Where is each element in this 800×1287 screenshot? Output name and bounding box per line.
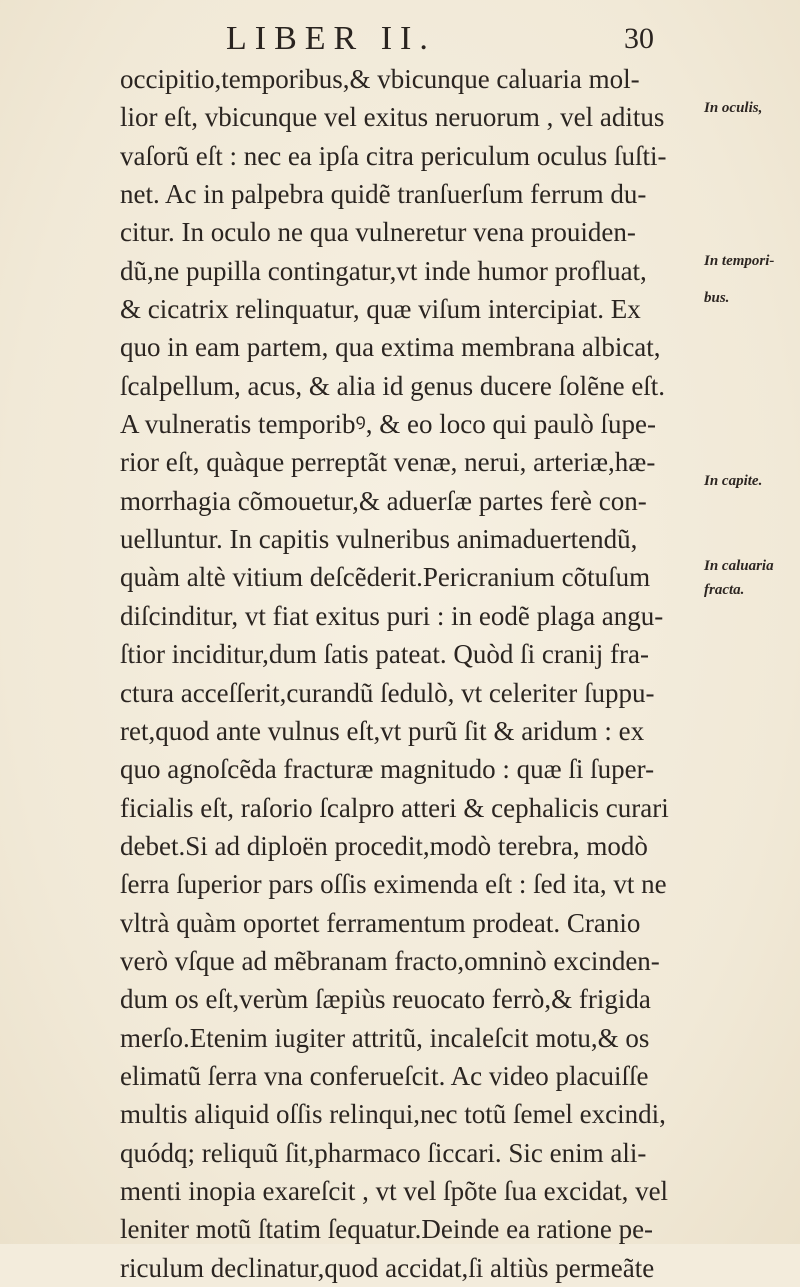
text-line: verò vſque ad mẽbranam fracto,omninò excinden- xyxy=(120,945,660,976)
text-line: occipitio,temporibus,& vbicunque caluaria mol- xyxy=(120,64,640,94)
text-line: rior eſt, quàque perreptãt venæ, nerui, arteriæ,hæ- xyxy=(120,447,656,478)
text-line: & cicatrix relinquatur, quæ viſum intercipiat. Ex xyxy=(120,294,641,325)
text-line: quàm altè vitium deſcẽderit.Pericranium cõtuſum xyxy=(120,562,651,593)
text-line: ſtior inciditur,dum ſatis pateat. Quòd ſi cranij fra- xyxy=(120,639,650,670)
text-line: ſerra ſuperior pars oſſis eximenda eſt : ſed ita, vt ne xyxy=(120,869,667,900)
margin-note-oculis: In oculis, xyxy=(704,100,763,116)
text-line: debet.Si ad diploën procedit,modò terebra, modò xyxy=(120,830,648,861)
text-line: elimatũ ſerra vna conferueſcit. Ac video placuiſſe xyxy=(120,1060,649,1091)
text-line: vaſorũ eſt : nec ea ipſa citra periculum oculus ſuſti- xyxy=(120,140,667,171)
text-line: dum os eſt,verùm ſæpiùs reuocato ferrò,& frigida xyxy=(120,984,651,1015)
text-line: dũ,ne pupilla contingatur,vt inde humor profluat, xyxy=(120,255,647,286)
margin-note-capite: In capite. xyxy=(704,473,763,489)
text-line: menti inopia exareſcit , vt vel ſpõte ſua excidat, vel xyxy=(120,1175,669,1206)
page-number: 30 xyxy=(624,22,654,55)
text-line: ctura acceſſerit,curandũ ſedulò, vt celeriter ſuppu- xyxy=(120,677,655,708)
text-line: quo agnoſcẽda fracturæ magnitudo : quæ ſi ſuper- xyxy=(120,754,655,785)
running-header: LIBER II. xyxy=(226,20,436,57)
text-line: uelluntur. In capitis vulneribus animaduertendũ, xyxy=(120,524,638,555)
text-line: citur. In oculo ne qua vulneretur vena prouiden- xyxy=(120,217,636,248)
margin-note-caluaria-cont: fracta. xyxy=(704,582,745,598)
text-line: leniter motũ ſtatim ſequatur.Deinde ea ratione pe- xyxy=(120,1214,654,1245)
text-line: merſo.Etenim iugiter attritũ, incaleſcit motu,& os xyxy=(120,1022,650,1053)
text-line: quo in eam partem, qua extima membrana albicat, xyxy=(120,332,661,363)
text-line: lior eſt, vbicunque vel exitus neruorum , vel aditus xyxy=(120,102,665,133)
margin-note-temporibus: In tempori- xyxy=(704,253,775,269)
text-line: net. Ac in palpebra quidẽ tranſuerſum ferrum du- xyxy=(120,179,647,210)
text-line: ret,quod ante vulnus eſt,vt purũ ſit & aridum : ex xyxy=(120,715,645,746)
text-line: morrhagia cõmouetur,& aduerſæ partes ferè con- xyxy=(120,485,647,516)
margin-note-temporibus-cont: bus. xyxy=(704,290,730,306)
text-line: vltrà quàm oportet ferramentum prodeat. Cranio xyxy=(120,907,641,938)
text-line: multis aliquid oſſis relinqui,nec totũ ſemel excindi, xyxy=(120,1099,666,1130)
text-line: riculum declinatur,quod accidat,ſi altiùs permeãte xyxy=(120,1252,655,1283)
text-line: quódq; reliquũ ſit,pharmaco ſiccari. Sic enim ali- xyxy=(120,1137,647,1168)
margin-note-caluaria: In caluaria xyxy=(704,558,774,574)
text-line: A vulneratis temporibꝰ, & eo loco qui paulò ſupe- xyxy=(120,409,656,440)
main-text-block xyxy=(120,60,680,1287)
text-line: diſcinditur, vt fiat exitus puri : in eodẽ plaga angu- xyxy=(120,600,664,631)
text-line: ficialis eſt, raſorio ſcalpro atteri & cephalicis curari xyxy=(120,792,669,823)
text-line: ſcalpellum, acus, & alia id genus ducere ſolẽne eſt. xyxy=(120,370,666,401)
